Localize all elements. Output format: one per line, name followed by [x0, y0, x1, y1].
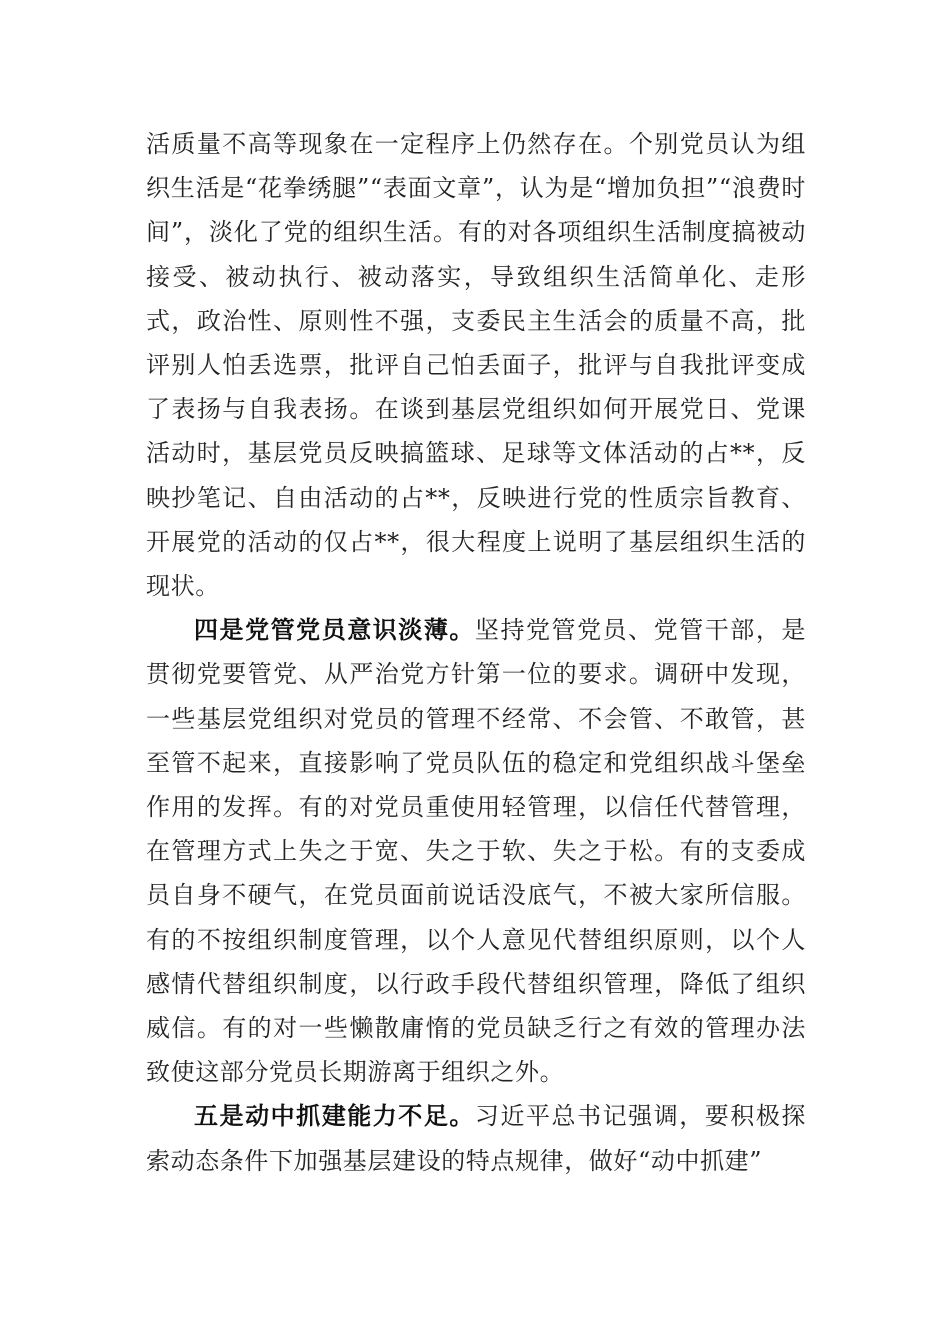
paragraph-heading: 五是动中抓建能力不足。: [194, 1101, 475, 1131]
paragraph-text: 坚持党管党员、党管干部，是贯彻党要管党、从严治党方针第一位的要求。调研中发现，一些基层党组织对党员的管理不经常、不会管、不敢管，甚至管不起来，直接影响了党员队伍的稳定和党组织战斗堡垒作用的发挥。有的对党员重使用轻管理，以信任代替管理，在管理方式上失之于宽、失之于软、失之于松。有的支委成员自身不硬气，在党员面前说话没底气，不被大家所信服。有的不按组织制度管理，以个人意见代替组织原则，以个人感情代替组织制度，以行政手段代替组织管理，降低了组织威信。有的对一些懒散庸惰的党员缺乏行之有效的管理办法致使这部分党员长期游离于组织之外。: [146, 616, 806, 1087]
paragraph-dynamic-construction: [146, 1094, 806, 1182]
paragraph-text: 活质量不高等现象在一定程序上仍然存在。个别党员认为组织生活是“花拳绣腿”“表面文章”，认为是“增加负担”“浪费时间”，淡化了党的组织生活。有的对各项组织生活制度搞被动接受、被动执行、被动落实，导致组织生活简单化、走形式，政治性、原则性不强，支委民主生活会的质量不高，批评别人怕丢选票，批评自己怕丢面子，批评与自我批评变成了表扬与自我表扬。在谈到基层党组织如何开展党日、党课活动时，基层党员反映搞篮球、足球等文体活动的占**，反映抄笔记、自由活动的占**，反映进行党的性质宗旨教育、开展党的活动的仅占**，很大程度上说明了基层组织生活的现状。: [146, 130, 806, 601]
paragraph-text: 习近平总书记强调，要积极探索动态条件下加强基层建设的特点规律，做好“动中抓建”: [146, 1102, 806, 1175]
paragraph-continuation: [146, 122, 806, 608]
paragraph-heading: 四是党管党员意识淡薄。: [194, 615, 475, 645]
document-body: [146, 122, 806, 1183]
paragraph-party-management: [146, 608, 806, 1094]
